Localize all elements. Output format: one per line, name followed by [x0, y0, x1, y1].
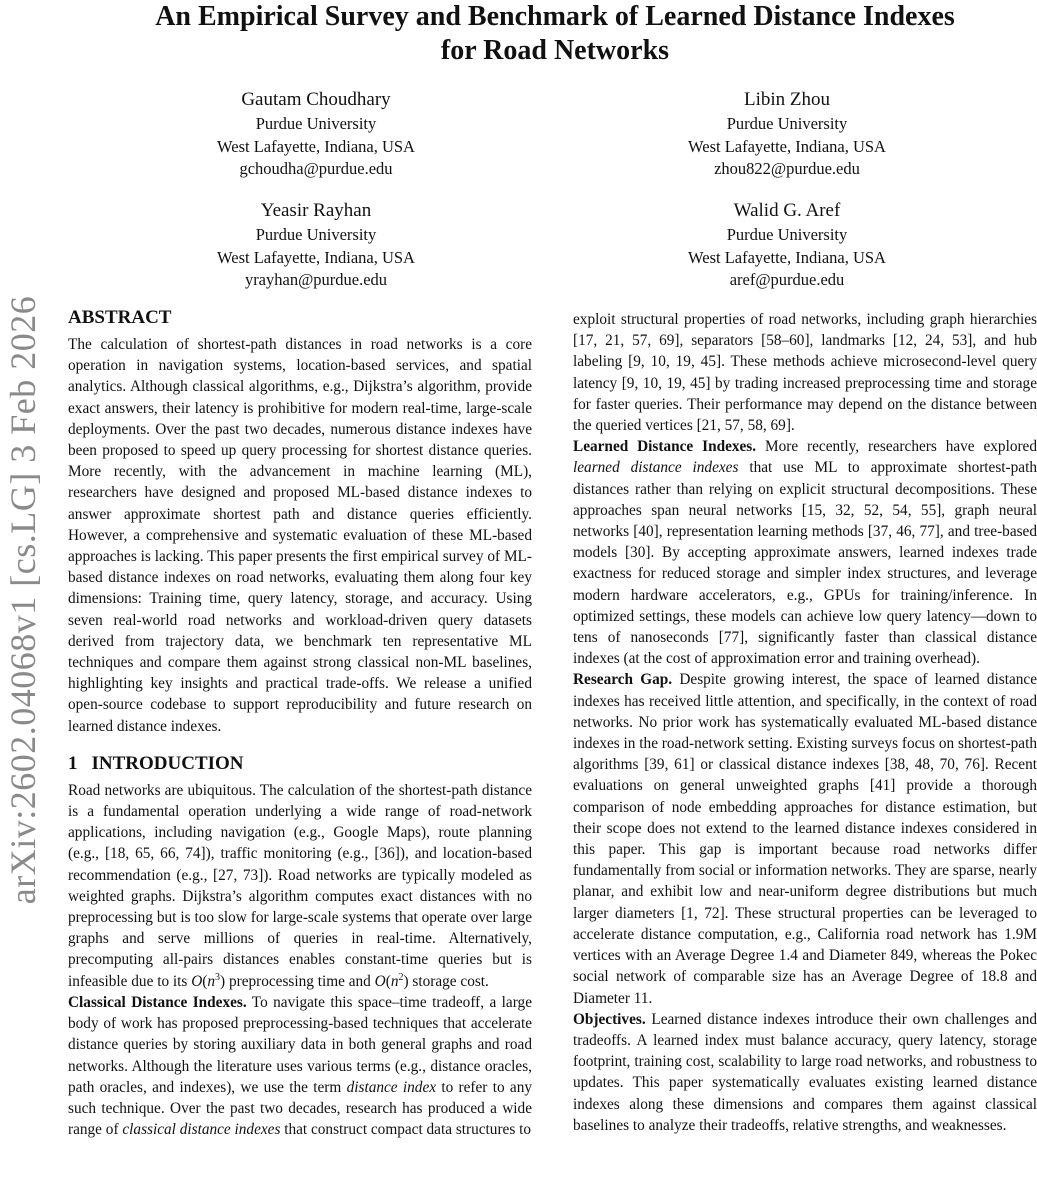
research-gap-paragraph: Research Gap. Despite growing interest, the space of learned distance indexes has received little attention, and specifically, in the context of road networks. No prior work has systematically evaluated ML-based distance indexes in the road-network setting. Existing surveys focus on shortest-path algorithms [39, 61] or classical distance indexes [38, 48, 70, 76]. Recent evaluations on general unweighted graphs [41] provide a thorough comparison of node embedding approaches for distance estimation, but their scope does not extend to the learned distance indexes considered in this paper. This gap is important because road networks differ fundamentally from social or information networks. They are sparse, nearly planar, and exhibit low and near-uniform degree distributions but much larger diameters [1, 72]. These structural properties can be leveraged to accelerate distance computation, e.g., California road network has 1.9M vertices with an Average Degree 1.4 and Diameter 849, whereas the Pokec social network of comparable size has an Average Degree of 18.8 and Diameter 11. — [573, 671, 1037, 1007]
intro-paragraph: Road networks are ubiquitous. The calculation of the shortest-path distance is a fundamental operation underlying a wide range of road-network applications, including navigation (e.g., Google Maps), route planning (e.g., [18, 65, 66, 74]), traffic monitoring (e.g., [36]), and location-based recommendation (e.g., [27, 73]). Road networks are typically modeled as weighted graphs. Dijkstra’s algorithm computes exact distances with no preprocessing but is too slow for large-scale systems that operate over large graphs and serve millions of queries in real-time. Alternatively, precomputing all-pairs distances enables constant-time queries but is infeasible due to its $O(n^3)$ preprocessing time and $O(n^2)$ storage cost. — [68, 781, 532, 990]
right-column — [573, 309, 1037, 1136]
paper-title — [60, 0, 1037, 68]
author-location: West Lafayette, Indiana, USA — [217, 247, 415, 267]
author-location: West Lafayette, Indiana, USA — [217, 136, 415, 156]
left-column — [68, 305, 532, 1140]
author-affiliation: Purdue University — [255, 114, 377, 133]
classical-indexes-paragraph: Classical Distance Indexes. To navigate this space–time tradeoff, a large body of work has proposed preprocessing-based techniques that accelerate distance queries by storing auxiliary data in both general graphs and road networks. Although the literature uses various terms (e.g., distance oracles, path oracles, and indexes), we use the term distance index to refer to any such technique. Over the past two decades, research has produced a wide range of classical distance indexes that construct compact data structures to — [68, 993, 533, 1139]
paragraph-heading: Classical Distance Indexes. — [68, 993, 247, 1011]
author-block — [627, 86, 947, 181]
author-affiliation: Purdue University — [255, 225, 377, 244]
abstract-text: The calculation of shortest-path distances in road networks is a core operation in navigation systems, location-based services, and spatial analytics. Although classical algorithms, e.g., Dijkstra’s algorithm, provide exact answers, their latency is prohibitive for modern real-time, large-scale deployments. Over the past two decades, numerous distance indexes have been proposed to speed up query processing for shortest distance queries. More recently, with the advancement in machine learning (ML), researchers have designed and proposed ML-based distance indexes to answer approximate shortest path and distance queries efficiently. However, a comprehensive and systematic evaluation of these ML-based approaches is lacking. This paper presents the first empirical survey of ML-based distance indexes on road networks, evaluating them along four key dimensions: Training time, query latency, storage, and accuracy. Using seven real-world road networks and workload-driven query datasets derived from trajectory data, we benchmark ten representative ML techniques and compare them against strong classical non-ML baselines, highlighting key insights and practical trade-offs. We release a unified open-source codebase to support reproducibility and future research on learned distance indexes. — [68, 336, 532, 735]
author-block — [627, 197, 947, 292]
continued-paragraph: exploit structural properties of road networks, including graph hierarchies [17, 21, 57, 69], separators [58–60], landmarks [12, 24, 53], and hub labeling [9, 10, 19, 45]. These methods achieve microsecond-level query latency [9, 10, 19, 45] by trading increased preprocessing time and storage for faster queries. Their performance may depend on the distance between the queried vertices [21, 57, 58, 69]. — [573, 311, 1037, 435]
author-email: yrayhan@purdue.edu — [244, 270, 388, 289]
author-location: West Lafayette, Indiana, USA — [688, 136, 886, 156]
title-line-1: An Empirical Survey and Benchmark of Learned Distance Indexes — [155, 1, 955, 32]
objectives-paragraph: Objectives. Learned distance indexes introduce their own challenges and tradeoffs. A learned index must balance accuracy, query latency, storage footprint, training cost, scalability to large road networks, and robustness to updates. This paper systematically evaluates existing learned distance indexes along these dimensions and compares them against classical baselines to analyze their tradeoffs, relative strengths, and weaknesses. — [573, 1010, 1037, 1134]
author-affiliation: Purdue University — [726, 225, 848, 244]
title-line-2: for Road Networks — [440, 35, 670, 66]
author-email: zhou822@purdue.edu — [714, 159, 860, 178]
arxiv-identifier-stamp — [0, 270, 46, 930]
author-email: gchoudha@purdue.edu — [239, 159, 393, 178]
author-affiliation: Purdue University — [726, 114, 848, 133]
learned-indexes-paragraph: Learned Distance Indexes. More recently, researchers have explored learned distance indexes that use ML to approximate shortest-path distances rather than relying on explicit structural decompositions. These approaches span neural networks [15, 32, 52, 54, 55], graph neural networks [40], representation learning methods [37, 46, 77], and tree-based models [30]. By accepting approximate answers, learned indexes trade exactness for reduced storage and simpler index structures, and leverage modern hardware accelerators, e.g., GPUs for training/inference. In optimized settings, these models can achieve low query latency—down to tens of nanoseconds [77], significantly faster than classical distance indexes (at the cost of approximation error and training overhead). — [573, 438, 1037, 668]
author-name: Gautam Choudhary — [241, 89, 391, 110]
section-title: INTRODUCTION — [91, 752, 244, 774]
abstract-heading: ABSTRACT — [68, 307, 172, 328]
arxiv-id: arXiv:2602.04068v1 [cs.LG] 3 Feb 2026 — [3, 295, 43, 905]
author-block — [156, 197, 476, 292]
author-email: aref@purdue.edu — [729, 270, 845, 289]
section-number: 1 — [68, 752, 78, 774]
author-name: Walid G. Aref — [733, 200, 841, 221]
author-block — [156, 86, 476, 181]
author-name: Yeasir Rayhan — [260, 200, 372, 221]
paragraph-heading: Learned Distance Indexes. — [573, 438, 757, 456]
author-location: West Lafayette, Indiana, USA — [688, 247, 886, 267]
paragraph-heading: Objectives. — [573, 1010, 646, 1028]
introduction-heading — [68, 751, 532, 777]
paragraph-heading: Research Gap. — [573, 671, 673, 689]
author-name: Libin Zhou — [743, 89, 831, 110]
